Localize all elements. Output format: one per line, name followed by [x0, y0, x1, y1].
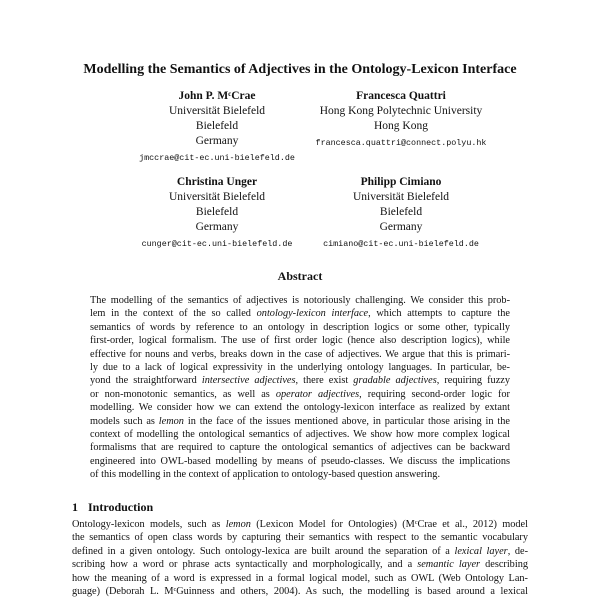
author-block — [286, 175, 516, 253]
text-line — [72, 531, 528, 544]
text-span: engineered into OWL-based modelling by means of pseudo-classes. We discuss the implications — [90, 455, 510, 467]
text-span: the semantics of open class words by capturing their semantics with respect to the semantic vocabulary — [72, 532, 528, 544]
text-span: effective for nouns and verbs, breaks down in the case of adjectives. We argue that this is primari- — [90, 348, 510, 360]
text-span: scribing how a word or phrase acts syntactically and morphologically, and a — [72, 559, 418, 571]
text-span: semantics of words by reference to an ontology in description logics or some other, typically — [90, 321, 510, 333]
text-span: of this modelling in the context of application to ontology-based question answering. — [90, 469, 441, 481]
text-line — [90, 428, 510, 441]
introduction-body — [72, 518, 528, 598]
text-span: in the face of the issues mentioned above, in particular those arising in the — [183, 415, 510, 427]
text-line — [90, 401, 510, 414]
text-span: yond the straightforward — [90, 375, 202, 387]
text-span: Ontology-lexicon models, such as — [72, 519, 226, 530]
author-country: Germany — [195, 135, 239, 147]
text-line — [90, 294, 510, 307]
text-line — [90, 468, 510, 481]
paper-title: Modelling the Semantics of Adjectives in the Ontology-Lexicon Interface — [83, 62, 517, 77]
text-line — [90, 334, 510, 347]
author-email: jmccrae@cit-ec.uni-bielefeld.de — [139, 153, 295, 163]
text-span: The modelling of the semantics of adjectives is notoriously challenging. We consider this prob- — [90, 295, 510, 306]
text-span: , de- — [507, 545, 529, 557]
author-city: Hong Kong — [374, 120, 428, 132]
text-span: or non-monotonic semantics, as well as — [90, 388, 276, 400]
text-span: , requiring second-order logic for — [359, 388, 510, 400]
italic-term: lemon — [225, 519, 251, 530]
text-line — [90, 361, 510, 374]
text-span: (Lexicon Model for Ontologies) (MᶜCrae et al., 2012) model — [250, 519, 528, 530]
italic-term: lexical layer — [454, 545, 508, 557]
text-span: ly due to a lack of logical expressivity in the underlying ontology languages. In particular, be- — [90, 361, 510, 373]
author-affiliation: Universität Bielefeld — [168, 191, 266, 203]
text-span: context of modelling the ontological semantics of adjectives. We show how more complex logical — [90, 428, 510, 440]
italic-term: lemon — [158, 415, 184, 427]
italic-term: gradable adjectives — [353, 375, 437, 387]
text-span: how the meaning of a word is expressed in a formal logical model, such as OWL (Web Ontology Lan- — [72, 572, 528, 584]
text-line — [72, 518, 528, 531]
author-city: Bielefeld — [195, 206, 239, 218]
text-line — [72, 545, 528, 558]
text-span: , there exist — [295, 375, 354, 387]
section-number: 1 — [72, 500, 78, 514]
text-line — [90, 455, 510, 468]
italic-term: intersective adjectives — [201, 375, 296, 387]
author-name: Christina Unger — [176, 176, 258, 188]
text-span: models such as — [90, 415, 159, 427]
author-email: cimiano@cit-ec.uni-bielefeld.de — [323, 239, 479, 249]
text-line — [90, 415, 510, 428]
author-country: Germany — [379, 221, 423, 233]
author-name: Philipp Cimiano — [360, 176, 442, 188]
abstract-heading: Abstract — [277, 269, 323, 283]
text-line — [90, 307, 510, 320]
abstract-body — [90, 294, 510, 481]
author-affiliation: Hong Kong Polytechnic University — [319, 105, 483, 117]
italic-term: operator adjectives — [275, 388, 360, 400]
text-span: lem in the context of the so called — [90, 308, 257, 320]
author-email: francesca.quattri@connect.polyu.hk — [315, 138, 487, 148]
author-name: Francesca Quattri — [356, 90, 446, 102]
italic-term: semantic layer — [417, 559, 481, 571]
text-span: , which attempts to capture the — [368, 308, 510, 320]
author-block — [286, 89, 516, 152]
author-name: John P. MᶜCrae — [178, 90, 256, 102]
text-span: defined in a given ontology. Such ontology-lexica are built around the separation of a — [72, 545, 455, 557]
author-country: Germany — [195, 221, 239, 233]
text-span: formalisms that are required to capture the ontological semantics of adjectives can be backward — [90, 442, 510, 454]
author-city: Bielefeld — [195, 120, 239, 132]
author-email: cunger@cit-ec.uni-bielefeld.de — [141, 239, 293, 249]
text-line — [90, 374, 510, 387]
author-affiliation: Universität Bielefeld — [168, 105, 266, 117]
text-line — [90, 441, 510, 454]
text-line — [72, 585, 528, 598]
section-heading-introduction — [72, 499, 153, 515]
text-span: guage) (Deborah L. MᶜGuinness and others, 2004). As such, the modelling is based around a lexical — [72, 585, 528, 597]
text-span: , requiring fuzzy — [436, 375, 510, 387]
text-line — [90, 388, 510, 401]
text-span: first-order, logical formalism. The use of first order logic (hence also description logics), while — [90, 335, 510, 347]
text-line — [72, 558, 528, 571]
text-span: describing — [480, 559, 528, 571]
section-title: Introduction — [88, 500, 154, 514]
author-affiliation: Universität Bielefeld — [352, 191, 450, 203]
text-line — [90, 321, 510, 334]
italic-term: ontology-lexicon interface — [256, 308, 369, 320]
author-city: Bielefeld — [379, 206, 423, 218]
text-line — [72, 572, 528, 585]
text-span: modelling. We consider how we can extend the ontology-lexicon interface as realized by extant — [90, 402, 510, 414]
text-line — [90, 348, 510, 361]
